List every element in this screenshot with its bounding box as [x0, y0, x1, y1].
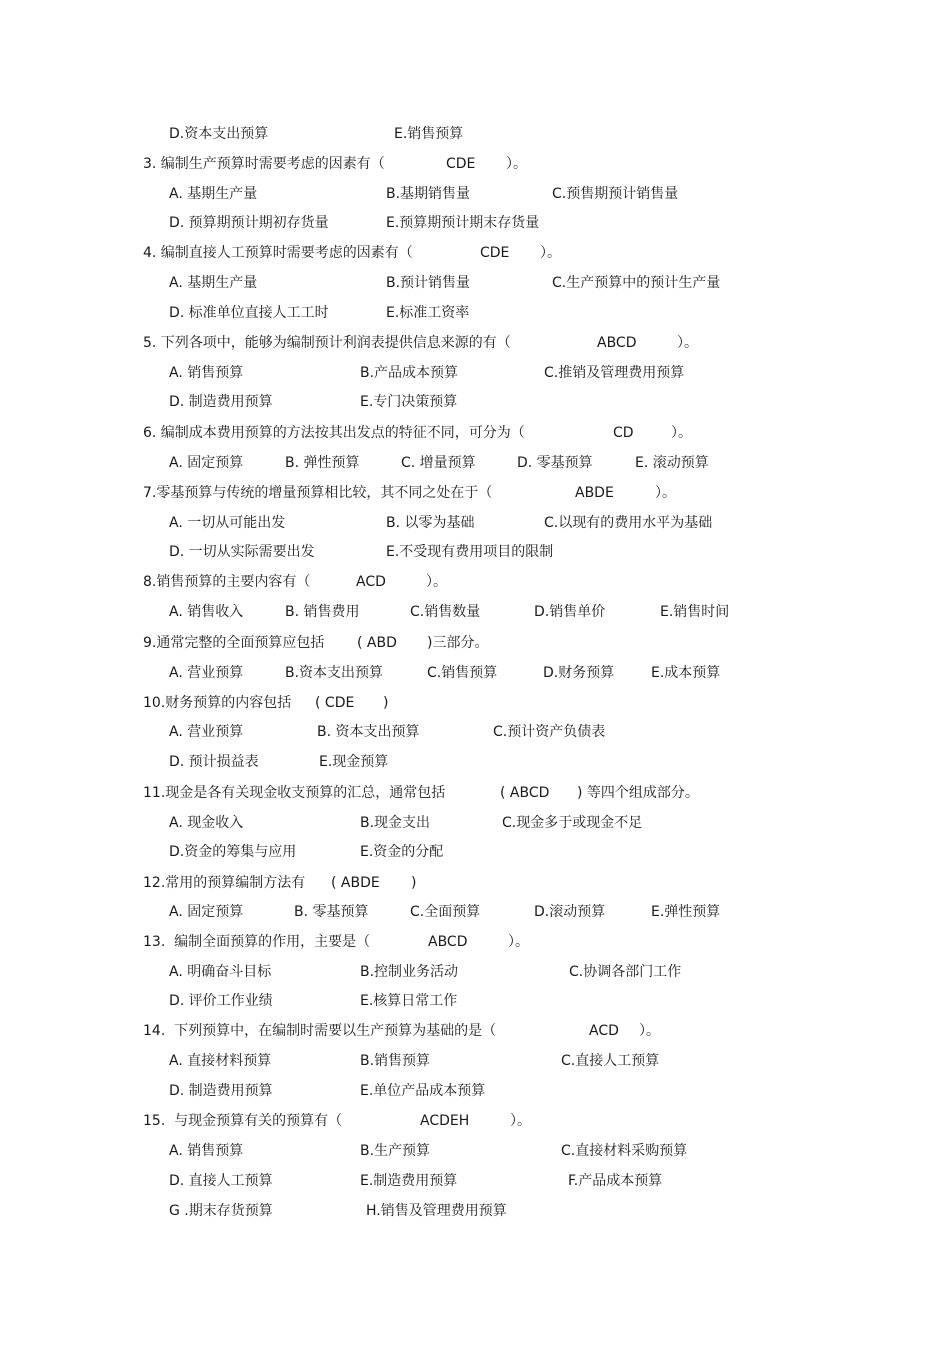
option-item: D. 评价工作业绩	[169, 993, 273, 1009]
question-text: 4. 编制直接人工预算时需要考虑的因素有（	[143, 245, 413, 261]
option-item: C.生产预算中的预计生产量	[552, 275, 721, 291]
option-item: A. 销售预算	[169, 365, 244, 381]
question-line	[143, 693, 843, 713]
option-item: C.销售预算	[427, 665, 498, 681]
options-line	[143, 1141, 843, 1161]
option-item: A. 营业预算	[169, 724, 244, 740]
option-item: A. 基期生产量	[169, 186, 258, 202]
option-item: B.基期销售量	[386, 186, 471, 202]
options-line	[143, 392, 843, 412]
question-line	[143, 932, 843, 952]
options-line	[143, 513, 843, 533]
option-item: E.销售时间	[660, 604, 730, 620]
answer-key: ABCD	[597, 335, 637, 351]
option-item: D. 一切从实际需要出发	[169, 544, 315, 560]
options-line	[143, 542, 843, 562]
option-item: B. 销售费用	[285, 604, 360, 620]
options-line	[143, 752, 843, 772]
options-line	[143, 213, 843, 233]
question-text: 8.销售预算的主要内容有（	[143, 574, 311, 590]
options-line	[143, 813, 843, 833]
option-item: C.推销及管理费用预算	[544, 365, 685, 381]
options-line	[143, 363, 843, 383]
options-line	[143, 962, 843, 982]
option-item: E.单位产品成本预算	[360, 1083, 486, 1099]
option-item: C.现金多于或现金不足	[502, 815, 643, 831]
question-tail: ）。	[510, 1113, 531, 1129]
option-item: E.不受现有费用项目的限制	[386, 544, 554, 560]
question-tail: ）。	[540, 245, 561, 261]
question-text: 5. 下列各项中，能够为编制预计利润表提供信息来源的有（	[143, 335, 511, 351]
option-item: E.资金的分配	[360, 844, 444, 860]
option-item: D.资金的筹集与应用	[169, 844, 297, 860]
option-item: D.资本支出预算	[169, 126, 269, 142]
options-line	[143, 842, 843, 862]
option-item: A. 现金收入	[169, 815, 244, 831]
answer-key: ABCD	[428, 934, 468, 950]
answer-key: ABDE	[575, 485, 614, 501]
option-item: B.销售预算	[360, 1053, 431, 1069]
question-line	[143, 783, 843, 803]
question-tail: ）。	[655, 485, 676, 501]
option-item: E.专门决策预算	[360, 394, 458, 410]
question-tail: )	[411, 875, 417, 891]
question-line	[143, 1021, 843, 1041]
answer-key: ( ABCD	[500, 785, 550, 801]
question-line	[143, 572, 843, 592]
answer-key: ( ABD	[357, 635, 397, 651]
option-item: C.直接材料采购预算	[561, 1143, 688, 1159]
option-item: A. 直接材料预算	[169, 1053, 272, 1069]
question-line	[143, 483, 843, 503]
options-line	[143, 1201, 843, 1221]
option-item: B. 零基预算	[294, 904, 369, 920]
option-item: C.协调各部门工作	[569, 964, 682, 980]
question-line	[143, 243, 843, 263]
option-item: C.以现有的费用水平为基础	[544, 515, 713, 531]
option-item: D.销售单价	[534, 604, 606, 620]
option-item: B.生产预算	[360, 1143, 431, 1159]
option-item: A. 一切从可能出发	[169, 515, 286, 531]
option-item: C.销售数量	[410, 604, 481, 620]
option-item: C.直接人工预算	[561, 1053, 660, 1069]
question-tail: ）。	[639, 1023, 660, 1039]
answer-key: ACD	[589, 1023, 619, 1039]
options-line	[143, 663, 843, 683]
option-item: A. 固定预算	[169, 455, 244, 471]
option-item: D. 预计损益表	[169, 754, 259, 770]
answer-key: ( CDE	[315, 695, 355, 711]
question-text: 3. 编制生产预算时需要考虑的因素有（	[143, 156, 385, 172]
option-item: E.核算日常工作	[360, 993, 458, 1009]
question-tail: ）。	[677, 335, 698, 351]
option-item: C.预计资产负债表	[493, 724, 606, 740]
options-line	[143, 273, 843, 293]
question-text: 10.财务预算的内容包括	[143, 695, 292, 711]
question-tail: ）。	[508, 934, 529, 950]
option-item: G .期末存货预算	[169, 1203, 273, 1219]
option-item: E.预算期预计期末存货量	[386, 215, 540, 231]
option-item: B. 弹性预算	[285, 455, 360, 471]
option-item: D.滚动预算	[534, 904, 606, 920]
option-item: E.弹性预算	[651, 904, 721, 920]
question-tail: ）。	[426, 574, 447, 590]
option-item: B.控制业务活动	[360, 964, 459, 980]
option-item: B.资本支出预算	[285, 665, 384, 681]
question-text: 7.零基预算与传统的增量预算相比较，其不同之处在于（	[143, 485, 493, 501]
option-item: D.财务预算	[543, 665, 615, 681]
option-item: A. 明确奋斗目标	[169, 964, 272, 980]
options-line	[143, 722, 843, 742]
options-line	[143, 902, 843, 922]
answer-key: CDE	[446, 156, 476, 172]
option-item: B.预计销售量	[386, 275, 471, 291]
option-item: A. 销售预算	[169, 1143, 244, 1159]
question-line	[143, 873, 843, 893]
question-text: 12.常用的预算编制方法有	[143, 875, 306, 891]
option-item: H.销售及管理费用预算	[366, 1203, 507, 1219]
option-item: B. 资本支出预算	[317, 724, 420, 740]
option-item: E.销售预算	[394, 126, 464, 142]
answer-key: CDE	[480, 245, 510, 261]
option-item: C.全面预算	[410, 904, 481, 920]
option-item: D. 预算期预计期初存货量	[169, 215, 329, 231]
option-item: D. 零基预算	[517, 455, 593, 471]
option-item: D. 制造费用预算	[169, 1083, 273, 1099]
question-text: 9.通常完整的全面预算应包括	[143, 635, 325, 651]
question-line	[143, 154, 843, 174]
option-item: D. 标准单位直接人工工时	[169, 305, 329, 321]
option-item: A. 营业预算	[169, 665, 244, 681]
option-item: B.产品成本预算	[360, 365, 459, 381]
option-item: F.产品成本预算	[568, 1173, 663, 1189]
question-text: 6. 编制成本费用预算的方法按其出发点的特征不同，可分为（	[143, 425, 525, 441]
options-line	[143, 991, 843, 1011]
option-item: C. 增量预算	[401, 455, 476, 471]
option-item: C.预售期预计销售量	[552, 186, 679, 202]
question-tail: ）。	[506, 156, 527, 172]
question-line	[143, 633, 843, 653]
option-item: A. 基期生产量	[169, 275, 258, 291]
question-line	[143, 1111, 843, 1131]
answer-key: CD	[613, 425, 634, 441]
option-item: E.现金预算	[319, 754, 389, 770]
options-line	[143, 453, 843, 473]
option-item: D. 制造费用预算	[169, 394, 273, 410]
answer-key: ACD	[356, 574, 386, 590]
question-tail: )	[383, 695, 389, 711]
options-line	[143, 1081, 843, 1101]
options-line	[143, 1171, 843, 1191]
options-line	[143, 303, 843, 323]
question-text: 13. 编制全面预算的作用，主要是（	[143, 934, 371, 950]
option-item: E. 滚动预算	[635, 455, 709, 471]
option-item: B. 以零为基础	[386, 515, 475, 531]
options-line	[143, 1051, 843, 1071]
question-line	[143, 423, 843, 443]
option-item: E.成本预算	[651, 665, 721, 681]
question-tail: )三部分。	[427, 635, 489, 651]
question-tail: ) 等四个组成部分。	[577, 785, 699, 801]
options-line	[143, 184, 843, 204]
question-text: 11.现金是各有关现金收支预算的汇总，通常包括	[143, 785, 446, 801]
question-line	[143, 333, 843, 353]
options-line	[143, 124, 843, 144]
question-text: 15. 与现金预算有关的预算有（	[143, 1113, 343, 1129]
answer-key: ACDEH	[420, 1113, 470, 1129]
question-text: 14. 下列预算中，在编制时需要以生产预算为基础的是（	[143, 1023, 497, 1039]
option-item: E.制造费用预算	[360, 1173, 458, 1189]
option-item: D. 直接人工预算	[169, 1173, 273, 1189]
option-item: A. 销售收入	[169, 604, 244, 620]
option-item: A. 固定预算	[169, 904, 244, 920]
option-item: E.标准工资率	[386, 305, 470, 321]
question-tail: ）。	[671, 425, 692, 441]
answer-key: ( ABDE	[331, 875, 380, 891]
options-line	[143, 602, 843, 622]
option-item: B.现金支出	[360, 815, 431, 831]
